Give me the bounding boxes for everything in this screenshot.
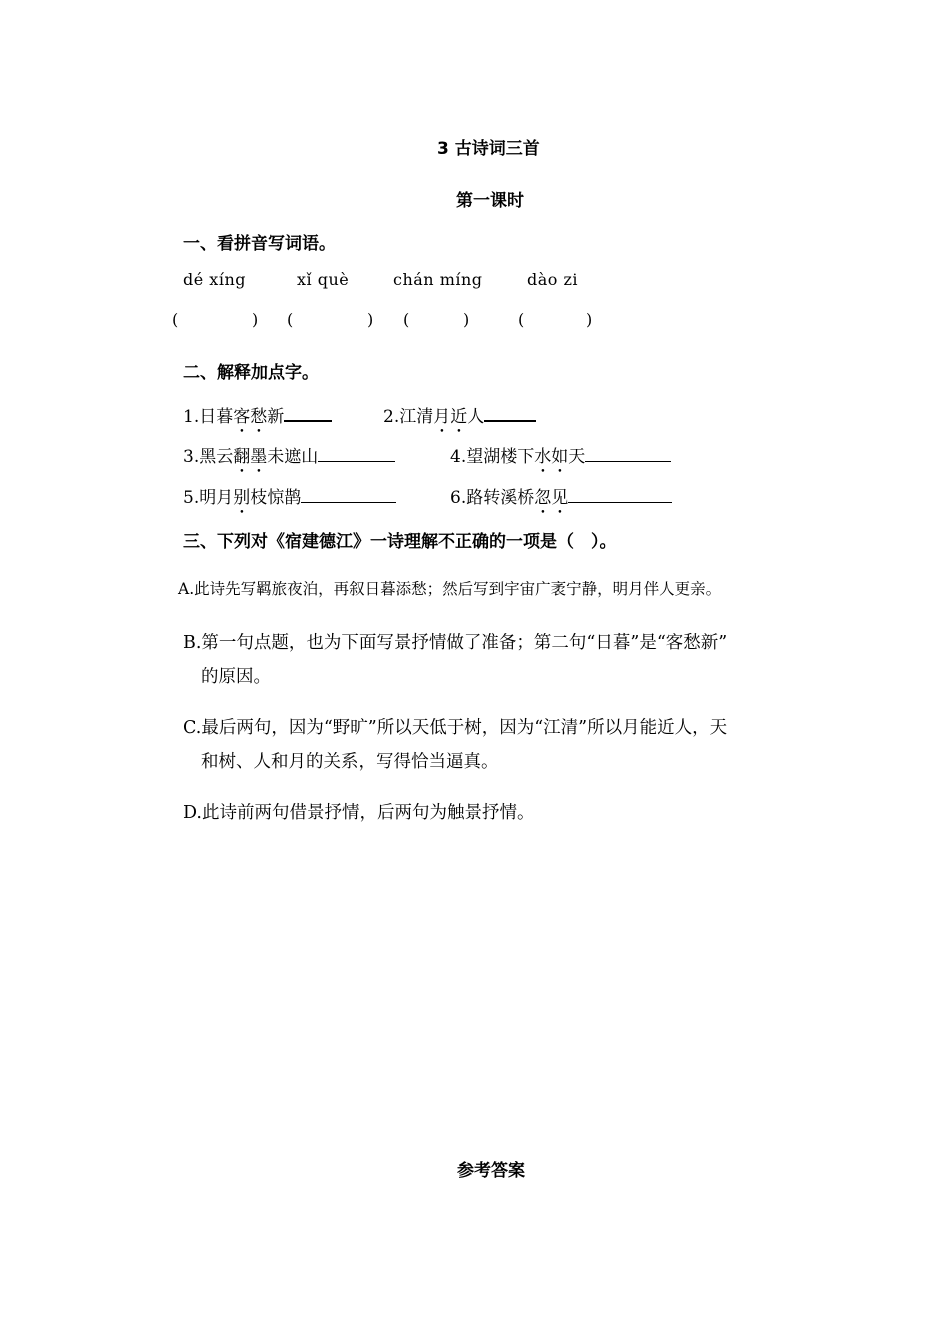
explain-item-4: [450, 442, 671, 477]
option-c-line-1: C.最后两句，因为“野旷”所以天低于树，因为“江清”所以月能近人，天: [183, 718, 728, 738]
item-text: 明月: [199, 488, 234, 508]
answer-blank[interactable]: [318, 444, 395, 462]
item-number: 2.: [383, 407, 400, 427]
answer-paren-close-3: ): [463, 310, 470, 329]
answer-paren-open-4: (: [518, 310, 525, 329]
answer-paren-close-4: ): [586, 310, 593, 329]
item-text: 未遮山: [267, 447, 319, 467]
item-text: 天: [568, 447, 586, 467]
pinyin-1: dé xíng: [183, 270, 246, 289]
item-number: 3.: [183, 447, 200, 467]
option-a: A.此诗先写羁旅夜泊，再叙日暮添愁；然后写到宇宙广袤宁静，明月伴人更亲。: [178, 580, 722, 598]
option-b-line-2: 的原因。: [201, 667, 271, 687]
answer-paren-open-1: (: [172, 310, 179, 329]
item-text: 江清: [399, 407, 434, 427]
answer-blank[interactable]: [568, 485, 672, 503]
dotted-chars: 别: [233, 488, 251, 508]
section-2-heading: 二、解释加点字。: [183, 363, 319, 383]
pinyin-2: xǐ què: [297, 270, 350, 289]
dotted-chars: 水如: [534, 447, 569, 467]
dotted-chars: 翻墨: [233, 447, 268, 467]
dotted-chars: 客愁: [233, 407, 268, 427]
item-text: 望湖楼下: [466, 447, 535, 467]
item-text: 日暮: [199, 407, 234, 427]
item-text: 枝惊鹊: [250, 488, 302, 508]
answer-blank[interactable]: [484, 403, 536, 422]
explain-item-5: [183, 483, 396, 518]
answer-paren-close-2: ): [367, 310, 374, 329]
answer-blank[interactable]: [301, 485, 396, 503]
item-number: 5.: [183, 488, 200, 508]
explain-item-3: [183, 442, 395, 477]
item-text: 黑云: [199, 447, 234, 467]
pinyin-4: dào zi: [527, 270, 579, 289]
answer-blank[interactable]: [284, 403, 332, 422]
explain-item-1: [183, 402, 332, 437]
item-number: 4.: [450, 447, 467, 467]
item-number: 6.: [450, 488, 467, 508]
section-1-heading: 一、看拼音写词语。: [183, 234, 336, 254]
dotted-chars: 忽见: [534, 488, 569, 508]
answers-heading: 参考答案: [457, 1161, 525, 1181]
explain-item-6: [450, 483, 672, 518]
option-b-line-1: B.第一句点题，也为下面写景抒情做了准备；第二句“日暮”是“客愁新”: [183, 633, 728, 653]
pinyin-3: chán míng: [393, 270, 483, 289]
item-text: 新: [267, 407, 285, 427]
explain-item-2: [383, 402, 536, 437]
answer-paren-close-1: ): [252, 310, 259, 329]
answer-paren-open-2: (: [287, 310, 294, 329]
option-d: D.此诗前两句借景抒情，后两句为触景抒情。: [183, 803, 535, 823]
section-3-heading: 三、下列对《宿建德江》一诗理解不正确的一项是（ ）。: [183, 532, 617, 552]
page-subtitle: 第一课时: [456, 191, 524, 211]
page-title: 3 古诗词三首: [437, 139, 540, 159]
answer-paren-open-3: (: [403, 310, 410, 329]
answer-blank[interactable]: [585, 444, 671, 462]
item-text: 路转溪桥: [466, 488, 535, 508]
item-number: 1.: [183, 407, 200, 427]
option-c-line-2: 和树、人和月的关系，写得恰当逼真。: [201, 752, 499, 772]
dotted-chars: 月近: [433, 407, 468, 427]
item-text: 人: [467, 407, 485, 427]
